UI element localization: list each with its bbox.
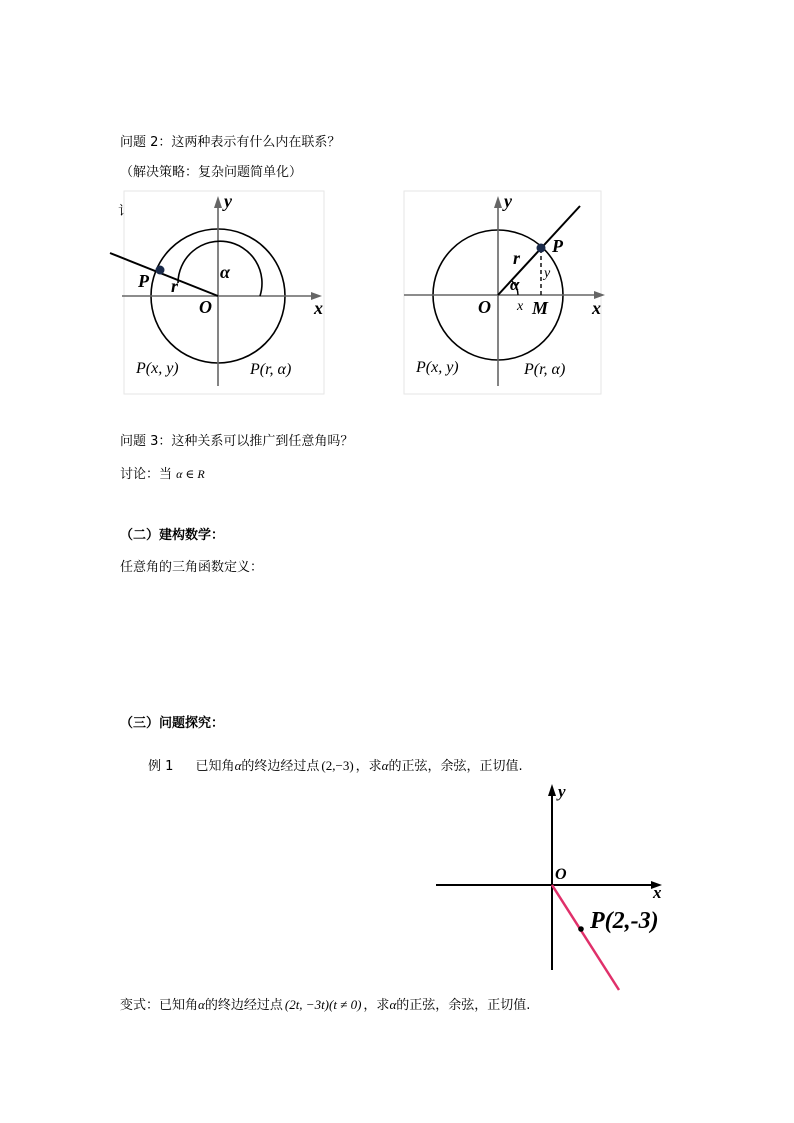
y-segment-label: y <box>544 266 551 281</box>
variant-line <box>120 994 530 1013</box>
point-p <box>156 266 165 275</box>
alpha-label: α <box>220 262 230 282</box>
discussion-math: α ∈ R <box>176 467 205 481</box>
cartesian-label: P(x, y) <box>416 359 459 376</box>
p-label: P <box>552 236 563 256</box>
example-1-text-b: 的终边经过点 <box>241 759 320 774</box>
discussion-label: 讨论：当 <box>120 467 173 482</box>
terminal-ray <box>552 885 619 990</box>
y-axis-label: y <box>558 782 566 801</box>
m-label: M <box>532 298 549 318</box>
stray-character: 讠 <box>118 204 132 219</box>
example-1-point: (2,−3) <box>321 758 354 773</box>
figure-triangle-circle <box>400 188 610 398</box>
variant-text-c: ，求 <box>363 998 390 1013</box>
y-axis-label: y <box>504 191 512 211</box>
variant-text-a: 变式：已知角 <box>120 998 199 1013</box>
variant-text-d: 的正弦，余弦，正切值. <box>396 998 531 1013</box>
alpha-label: α <box>510 275 520 294</box>
point-label: P(2,-3) <box>590 908 659 934</box>
section-2-heading: （二）建构数学： <box>120 528 225 543</box>
cartesian-label: P(x, y) <box>136 360 179 377</box>
figure-polar-circle <box>108 188 328 398</box>
point-p <box>578 926 584 932</box>
example-1-alpha: α <box>234 758 242 773</box>
y-axis-label: y <box>224 191 232 211</box>
example-1-text-d: 的正弦，余弦，正切值. <box>388 759 523 774</box>
x-axis-label: x <box>592 298 601 318</box>
example-1-label: 例 1 <box>148 759 174 774</box>
origin-label: O <box>555 866 567 883</box>
terminal-ray <box>110 253 218 296</box>
x-segment-label: x <box>517 299 524 314</box>
example-1-text-c: ，求 <box>355 759 382 774</box>
polar-label: P(r, α) <box>524 361 566 378</box>
definition-line: 任意角的三角函数定义： <box>120 560 264 575</box>
r-label: r <box>171 276 179 296</box>
question-3: 问题 3：这种关系可以推广到任意角吗？ <box>120 434 354 449</box>
discussion-line <box>120 463 205 482</box>
r-label: r <box>513 248 521 268</box>
x-axis-label: x <box>314 298 323 318</box>
strategy-note: （解决策略：复杂问题简单化） <box>120 165 303 180</box>
origin-label: O <box>478 297 491 317</box>
example-1-alpha-2: α <box>381 758 389 773</box>
example-1-text-a: 已知角 <box>195 759 235 774</box>
section-3-heading: （三）问题探究： <box>120 716 225 731</box>
variant-point: (2t, −3t)(t ≠ 0) <box>284 997 362 1012</box>
question-2: 问题 2：这两种表示有什么内在联系？ <box>120 135 341 150</box>
polar-label: P(r, α) <box>250 361 292 378</box>
origin-label: O <box>199 297 212 317</box>
variant-alpha-2: α <box>389 997 397 1012</box>
point-p <box>537 244 546 253</box>
example-1 <box>148 755 523 774</box>
variant-alpha: α <box>198 997 205 1012</box>
figure-point-p <box>432 780 692 995</box>
x-axis-label: x <box>653 883 662 902</box>
variant-text-b: 的终边经过点 <box>204 998 283 1013</box>
p-label: P <box>138 271 149 291</box>
